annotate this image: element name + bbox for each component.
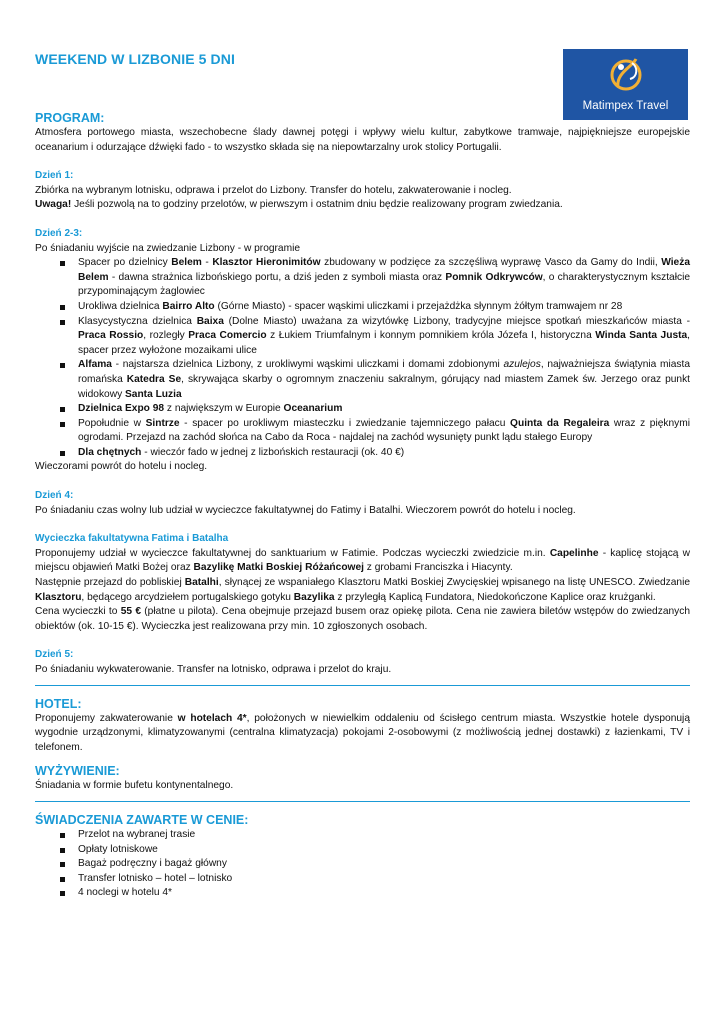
document-title: WEEKEND W LIZBONIE 5 DNI bbox=[35, 51, 235, 67]
program-intro: Atmosfera portowego miasta, wszechobecne ślady dawnej potęgi i wpływy wielu kultur, zabytkowe tramwaje, najpiękniejsze europejskie oceanarium i odurzające dźwięki fado - to wszystko składa się na niepowtarzalny urok stolicy Portugalii. bbox=[35, 127, 690, 153]
emphasis-bold: Praca Comercio bbox=[188, 330, 267, 342]
day1-text: Zbiórka na wybranym lotnisku, odprawa i przelot do Lizbony. Transfer do hotelu, zakwaterowanie i nocleg. bbox=[35, 184, 512, 196]
emphasis-bold: w hotelach 4* bbox=[177, 712, 247, 724]
emphasis-bold: Alfama bbox=[78, 359, 112, 371]
emphasis-bold: Pomnik Odkrywców bbox=[445, 271, 543, 283]
section-divider bbox=[35, 685, 690, 686]
hotel-text: Proponujemy zakwaterowanie w hotelach 4*, położonych w niewielkim oddaleniu od ścisłego centrum miasta. Wszystkie hotele dysponują wygodnie urządzonymi, klimatyzowanymi (centralna klimatyzacja) pokojami 2-osobowymi (z możliwością jednej dostawki) z łazienkami, TV i telefonem. bbox=[35, 712, 690, 753]
emphasis-bold: Katedra Se bbox=[126, 373, 182, 385]
emphasis-bold: Klasztoru bbox=[35, 591, 82, 603]
included-item: Przelot na wybranej trasie bbox=[35, 828, 690, 843]
day23-bullet-item: Popołudnie w Sintrze - spacer po urokliwym miasteczku i zwiedzanie tajemniczego pałacu Quinta da Regaleira wraz z pięknymi ogrodami. Przejazd na zachód słońca na Cabo da Roca - najdalej na zachód wysunięty punkt lądu stałego Europy bbox=[35, 417, 690, 446]
emphasis-bold: Baixa bbox=[196, 315, 224, 327]
food-text: Śniadania w formie bufetu kontynentalnego. bbox=[35, 780, 234, 792]
section-divider bbox=[35, 801, 690, 802]
day5-label: Dzień 5: bbox=[35, 649, 74, 661]
day23-bullet-item: Alfama - najstarsza dzielnica Lizbony, z urokliwymi wąskimi uliczkami i domami zdobionymi azulejos, najważniejsza świątynia miasta romańska Katedra Se, skrywająca skarby o ogromnym znaczeniu sakralnym, górujący nad miastem Zamek św. Jerzego oraz punkt widokowy Santa Luzia bbox=[35, 358, 690, 402]
day1-note-label: Uwaga! bbox=[35, 199, 72, 211]
logo-emblem-icon bbox=[608, 53, 644, 97]
day1-note bbox=[35, 198, 690, 213]
emphasis-bold: Bairro Alto bbox=[162, 300, 215, 312]
day23-bullet-item: Spacer po dzielnicy Belem - Klasztor Hieronimitów zbudowany w podzięce za szczęśliwą wyprawę Vasco da Gamy do Indii, Wieża Belem - dawna strażnica lizbońskiego portu, a dziś jeden z symboli miasta oraz Pomnik Odkrywców, o charakterystycznym kształcie przypominającym żaglowiec bbox=[35, 256, 690, 300]
emphasis-bold: Quinta da Regaleira bbox=[510, 417, 610, 429]
emphasis-bold: 55 € bbox=[120, 606, 141, 618]
day23-bullet-item: Dla chętnych - wieczór fado w jednej z lizbońskich restauracji (ok. 40 €) bbox=[35, 446, 690, 461]
emphasis-bold: Oceanarium bbox=[283, 403, 343, 415]
day23-bullet-item: Klasycystyczna dzielnica Baixa (Dolne Miasto) uważana za wizytówkę Lizbony, tradycyjne miejsce spotkań mieszkańców miasta - Praca Rossio, rozległy Praca Comercio z Łukiem Triumfalnym i konnym pomnikiem króla Józefa I, historyczna Winda Santa Justa, spacer przez wyłożone mozaikami ulice bbox=[35, 315, 690, 359]
day23-intro: Po śniadaniu wyjście na zwiedzanie Lizbony - w programie bbox=[35, 242, 301, 254]
main-content bbox=[35, 110, 690, 901]
emphasis-bold: Belem bbox=[171, 257, 202, 269]
day1-label: Dzień 1: bbox=[35, 170, 74, 182]
emphasis-bold: Sintrze bbox=[145, 417, 180, 429]
day1-note-text: Jeśli pozwolą na to godziny przelotów, w pierwszym i ostatnim dniu będzie realizowany program zwiedzania. bbox=[71, 199, 563, 211]
day23-bullet-item: Dzielnica Expo 98 z największym w Europie Oceanarium bbox=[35, 402, 690, 417]
emphasis-bold: Capelinhe bbox=[549, 547, 599, 559]
included-item: Transfer lotnisko – hotel – lotnisko bbox=[35, 872, 690, 887]
emphasis-bold: Dla chętnych bbox=[78, 446, 142, 458]
day23-bullet-item: Urokliwa dzielnica Bairro Alto (Górne Miasto) - spacer wąskimi uliczkami i przejażdżka słynnym żółtym tramwajem nr 28 bbox=[35, 300, 690, 315]
day4-text: Po śniadaniu czas wolny lub udział w wycieczce fakultatywnej do Fatimy i Batalhi. Wieczorem powrót do hotelu i nocleg. bbox=[35, 504, 576, 516]
emphasis-bold: Winda Santa Justa bbox=[595, 330, 688, 342]
day23-bullet-list bbox=[35, 256, 690, 460]
emphasis-bold: Bazylikę Matki Boskiej Różańcowej bbox=[193, 562, 364, 574]
included-item: Opłaty lotniskowe bbox=[35, 843, 690, 858]
program-heading: PROGRAM: bbox=[35, 111, 105, 125]
emphasis-bold: Santa Luzia bbox=[125, 388, 182, 400]
day23-outro: Wieczorami powrót do hotelu i nocleg. bbox=[35, 461, 208, 473]
included-item: Bagaż podręczny i bagaż główny bbox=[35, 857, 690, 872]
day23-label: Dzień 2-3: bbox=[35, 227, 83, 239]
hotel-heading: HOTEL: bbox=[35, 696, 82, 711]
excursion-paragraph-2: Następnie przejazd do pobliskiej Batalhi, słynącej ze wspaniałego Klasztoru Matki Boskiej Zwycięskiej wpisanego na listę UNESCO. Zwiedzanie Klasztoru, będącego arcydziełem portugalskiego gotyku Bazylika z przyległą Kaplicą Fundatora, Niedokończone Kaplice oraz krużganki. bbox=[35, 577, 691, 603]
emphasis-italic: azulejos bbox=[503, 359, 541, 371]
excursion-paragraph-1: Proponujemy udział w wycieczce fakultatywnej do sanktuarium w Fatimie. Podczas wycieczki zwiedzicie m.in. Capelinhe - kaplicę stojącą w miejscu objawień Matki Bożej oraz Bazylikę Matki Boskiej Różańcowej z grobami Franciszka i Hiacynty. bbox=[35, 547, 691, 574]
day5-text: Po śniadaniu wykwaterowanie. Transfer na lotnisko, odprawa i przelot do kraju. bbox=[35, 664, 392, 675]
emphasis-bold: Batalhi bbox=[184, 577, 219, 589]
included-item: 4 noclegi w hotelu 4* bbox=[35, 886, 690, 901]
emphasis-bold: Bazylika bbox=[293, 591, 335, 603]
included-list bbox=[35, 828, 690, 901]
food-heading: WYŻYWIENIE: bbox=[35, 764, 120, 779]
day4-label: Dzień 4: bbox=[35, 490, 74, 502]
excursion-label: Wycieczka fakultatywna Fatima i Batalha bbox=[35, 533, 229, 545]
emphasis-bold: Wieża Belem bbox=[78, 257, 690, 283]
emphasis-bold: Dzielnica Expo 98 bbox=[78, 403, 165, 415]
excursion-paragraph-3: Cena wycieczki to 55 € (płatne u pilota). Cena obejmuje przejazd busem oraz opiekę pilota. Cena nie zawiera biletów wstępów do zwiedzanych obiektów (ok. 10-15 €). Wycieczka jest realizowana przy min. 10 zgłoszonych osobach. bbox=[35, 606, 690, 632]
included-heading: ŚWIADCZENIA ZAWARTE W CENIE: bbox=[35, 812, 249, 827]
emphasis-bold: Klasztor Hieronimitów bbox=[212, 257, 321, 269]
emphasis-bold: Praca Rossio bbox=[78, 330, 144, 342]
logo-text: Matimpex Travel bbox=[582, 100, 669, 112]
